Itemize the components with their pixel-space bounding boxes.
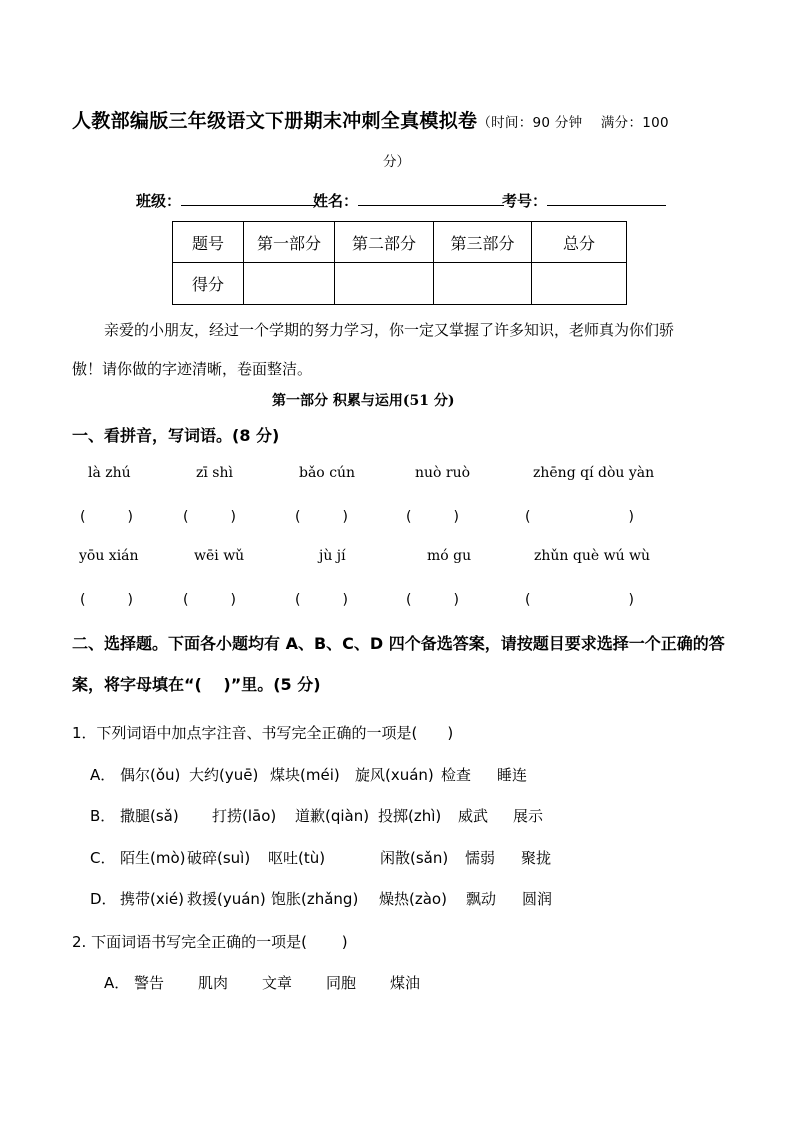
score-table-header: 第二部分 — [335, 222, 434, 263]
exam-number-label: 考号： — [502, 192, 548, 210]
option-word: 同胞 — [326, 974, 357, 992]
answer-bracket[interactable]: ( ) — [80, 509, 133, 525]
score-table — [172, 221, 627, 305]
q2-title-line-1: 二、选择题。下面各小题均有 A、B、C、D 四个备选答案，请按题目要求选择一个正确的答 — [72, 634, 725, 653]
intro-line-1: 亲爱的小朋友，经过一个学期的努力学习，你一定又掌握了许多知识，老师真为你们骄 — [104, 321, 675, 339]
option-word: 打捞(lāo) — [212, 807, 277, 825]
part1-title: 第一部分 积累与运用(51 分) — [272, 393, 455, 409]
option-word: 燥热(zào) — [379, 890, 447, 908]
pinyin: mó gu — [427, 548, 472, 564]
option-word: 圆润 — [522, 890, 553, 908]
answer-bracket[interactable]: ( ) — [525, 509, 634, 525]
intro-line-2: 傲！请你做的字迹清晰，卷面整洁。 — [72, 360, 313, 378]
question-stem: 1．下列词语中加点字注音、书写完全正确的一项是( ) — [72, 724, 454, 742]
option-word: 陌生(mò) — [120, 849, 186, 867]
exam-title: 人教部编版三年级语文下册期末冲刺全真模拟卷 — [72, 110, 478, 132]
class-label: 班级： — [136, 192, 182, 210]
option-d[interactable] — [90, 888, 552, 909]
class-blank[interactable] — [181, 191, 315, 206]
option-word: 展示 — [513, 807, 544, 825]
option-word: 道歉(qiàn) — [295, 807, 370, 825]
score-table-header: 第一部分 — [244, 222, 335, 263]
option-word: 偶尔(ǒu) — [120, 766, 181, 784]
option-letter: A． — [104, 974, 130, 992]
answer-bracket[interactable]: ( ) — [525, 592, 634, 608]
exam-note-continuation: 分） — [383, 154, 410, 170]
pinyin: jù jí — [319, 548, 346, 564]
score-table-header: 总分 — [532, 222, 627, 263]
option-word: 大约(yuē) — [189, 766, 259, 784]
score-cell-part1[interactable] — [244, 263, 335, 305]
option-word: 肌肉 — [198, 974, 229, 992]
option-word: 检查 — [441, 766, 472, 784]
name-blank[interactable] — [358, 191, 504, 206]
option-word: 携带(xié) — [120, 890, 184, 908]
option-word: 煤油 — [390, 974, 421, 992]
pinyin: zhēng qí dòu yàn — [533, 465, 655, 481]
option-word: 睡连 — [497, 766, 528, 784]
answer-bracket[interactable]: ( ) — [183, 592, 236, 608]
option-letter: B． — [90, 807, 116, 825]
score-cell-part3[interactable] — [434, 263, 532, 305]
option-letter: D． — [90, 890, 117, 908]
pinyin: là zhú — [88, 465, 131, 481]
option-word: 懦弱 — [465, 849, 496, 867]
q1-title: 一、看拼音，写词语。(8 分) — [72, 426, 280, 445]
pinyin: nuò ruò — [415, 465, 471, 481]
option-word: 文章 — [262, 974, 293, 992]
score-table-header-row — [173, 222, 627, 263]
option-word: 救援(yuán) — [187, 890, 266, 908]
exam-number-blank[interactable] — [547, 191, 666, 206]
exam-time-score-note: （时间：90 分钟 满分：100 — [477, 115, 669, 131]
option-word: 聚拢 — [521, 849, 552, 867]
option-word: 饱胀(zhǎng) — [271, 890, 359, 908]
name-label: 姓名： — [313, 192, 359, 210]
option-a[interactable] — [90, 764, 527, 785]
option-letter: C． — [90, 849, 116, 867]
option-word: 撒腿(sǎ) — [120, 807, 179, 825]
option-word: 煤块(méi) — [270, 766, 340, 784]
answer-bracket[interactable]: ( ) — [295, 509, 348, 525]
question-stem: 2. 下面词语书写完全正确的一项是( ) — [72, 933, 348, 951]
answer-bracket[interactable]: ( ) — [80, 592, 133, 608]
pinyin: zī shì — [196, 465, 233, 481]
option-word: 警告 — [134, 974, 165, 992]
option-letter: A． — [90, 766, 116, 784]
exam-number-field — [502, 190, 666, 211]
pinyin: yōu xián — [79, 548, 139, 564]
pinyin: zhǔn què wú wù — [534, 548, 651, 564]
pinyin: bǎo cún — [299, 465, 356, 481]
option-word: 威武 — [458, 807, 489, 825]
pinyin: wēi wǔ — [194, 548, 245, 564]
name-field — [313, 190, 504, 211]
answer-bracket[interactable]: ( ) — [295, 592, 348, 608]
option-word: 投掷(zhì) — [378, 807, 442, 825]
option-c[interactable] — [90, 847, 551, 868]
option-b[interactable] — [90, 805, 543, 826]
option-word: 飘动 — [466, 890, 497, 908]
exam-title-line — [72, 106, 669, 133]
answer-bracket[interactable]: ( ) — [183, 509, 236, 525]
q2-title-line-2: 案，将字母填在“( )”里。(5 分) — [72, 675, 321, 694]
answer-bracket[interactable]: ( ) — [406, 592, 459, 608]
option-word: 闲散(sǎn) — [380, 849, 449, 867]
score-table-header: 第三部分 — [434, 222, 532, 263]
answer-bracket[interactable]: ( ) — [406, 509, 459, 525]
score-table-header: 题号 — [173, 222, 244, 263]
option-a[interactable] — [104, 972, 420, 993]
score-table-score-row — [173, 263, 627, 305]
score-cell-part2[interactable] — [335, 263, 434, 305]
score-row-label: 得分 — [173, 263, 244, 305]
option-word: 旋风(xuán) — [355, 766, 434, 784]
option-word: 破碎(suì) — [187, 849, 251, 867]
option-word: 呕吐(tù) — [268, 849, 326, 867]
score-cell-total[interactable] — [532, 263, 627, 305]
class-field — [136, 190, 315, 211]
